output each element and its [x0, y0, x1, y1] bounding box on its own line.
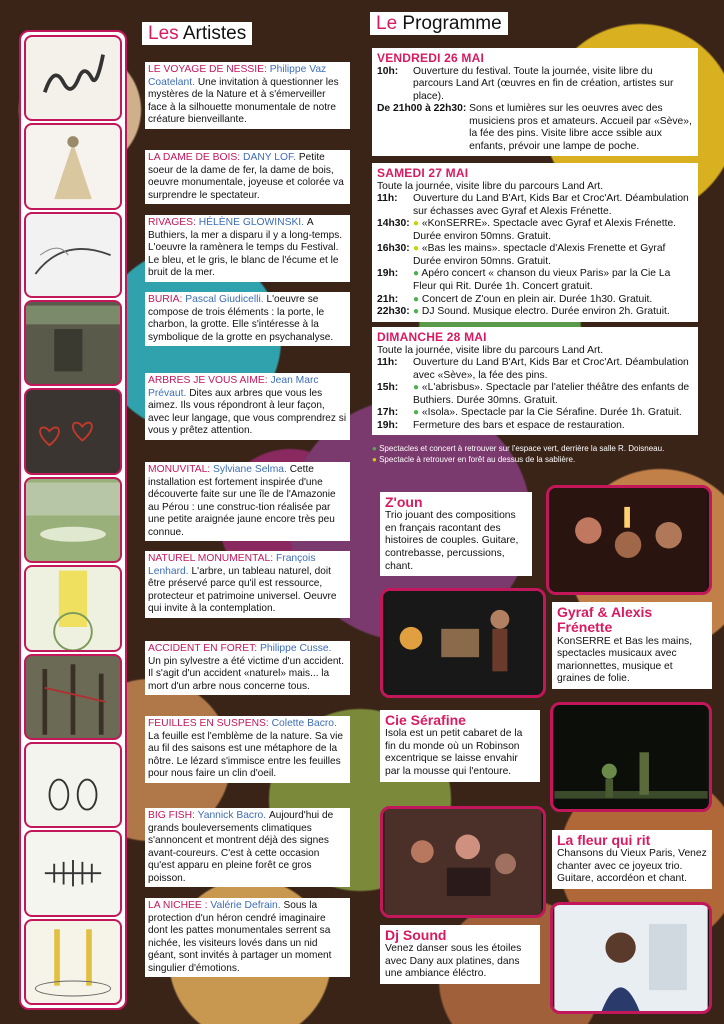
artwork-photo-dame-de-bois — [24, 123, 122, 209]
forest-dot-icon: ● — [413, 243, 420, 255]
program-row: 10h: Ouverture du festival. Toute la journée, visite libre du parcours Land Art (œuvres en fin de création, artistes sur place). — [377, 65, 674, 102]
band-zoun: Z'oun Trio jouant des compositions en français racontant des histoires de couples. Guitare, contrebasse, percussions, chant. — [380, 492, 532, 576]
photo-serafine — [550, 702, 712, 812]
program-row: 15h: ● «L'abrisbus». Spectacle par l'atelier théâtre des enfants de Buthiers. Durée 30mns. Gratuit. — [377, 382, 690, 406]
program-day-saturday — [372, 163, 698, 322]
artist-entry: LE VOYAGE DE NESSIE: Philippe Vaz Coatelant. Une invitation à questionner les mystères de la Nature et à s'émerveiller face à la silhouette monumentale de notre créature bienveillante. — [145, 62, 350, 129]
band-gyraf: Gyraf & Alexis Frénette KonSERRE et Bas les mains, spectacles musicaux avec marionnettes, musique et graines de folie. — [552, 602, 712, 689]
artwork-photo-strip — [19, 30, 127, 1010]
program-row: 19h: ● Apéro concert « chanson du vieux Paris» par la Cie La Fleur qui Rit. Durée 1h. Concert gratuit. — [377, 268, 671, 292]
forest-dot-icon: ● — [413, 218, 420, 230]
program-row: 22h30: ● DJ Sound. Musique electro. Durée environ 2h. Gratuit. — [377, 306, 670, 318]
artist-entry: MONUVITAL: Sylviane Selma. Cette installation est fortement inspirée d'une découverte faite sur une île de l'Amazonie au Pérou : une construc-tion réalisée par une petite araignée jaune encore très peu connue. — [145, 462, 350, 541]
program-day-friday — [372, 48, 698, 156]
artwork-photo-nichee — [24, 919, 122, 1005]
artists-heading: Les Artistes — [142, 22, 252, 45]
program-day-sunday — [372, 327, 698, 435]
artist-entry: ARBRES JE VOUS AIME: Jean Marc Prévaut. Dites aux arbres que vous les aimez. Ils vous répondront à leur façon, avec leur langage, que vous comprendrez si vous y prêtez attention. — [145, 373, 350, 440]
photo-fleur-qui-rit — [380, 806, 546, 918]
day-heading: DIMANCHE 28 MAI — [377, 330, 487, 344]
green-space-dot-icon: ● — [372, 444, 377, 453]
artist-entry: BIG FISH: Yannick Bacro. Aujourd'hui de grands bouleversements climatiques s'annoncent et montrent déjà des signes avant-coureurs. C'est à cette occasion qu'est apparu en pleine forêt ce gros poisson. — [145, 808, 350, 887]
program-row: 17h: ● «Isola». Spectacle par la Cie Sérafine. Durée 1h. Gratuit. — [377, 407, 682, 419]
artist-entry: LA DAME DE BOIS: DANY LOF. Petite soeur de la dame de fer, la dame de bois, oeuvre monumentale, joyeuse et colorée va surprendre le spectateur. — [145, 150, 350, 204]
program-row: 21h: ● Concert de Z'oun en plein air. Durée 1h30. Gratuit. — [377, 293, 653, 305]
artwork-photo-naturel — [24, 565, 122, 651]
artwork-photo-accident — [24, 654, 122, 740]
green-space-dot-icon: ● — [413, 268, 420, 280]
artwork-photo-nessie — [24, 35, 122, 121]
program-heading: Le Programme — [370, 12, 508, 35]
photo-gyraf — [380, 588, 546, 698]
artist-entry: BURIA: Pascal Giudicelli. L'oeuvre se compose de trois éléments : la porte, le charbon, la grotte. Elle s'intéresse à la symbolique de la grotte en psychanalyse. — [145, 292, 350, 346]
program-row: Toute la journée, visite libre du parcours Land Art. — [377, 180, 604, 192]
band-serafine: Cie Sérafine Isola est un petit cabaret de la fin du monde où un Robinson excentrique se laisse envahir par la mousse qui l'entoure. — [380, 710, 540, 782]
artwork-photo-arbres — [24, 388, 122, 474]
photo-dj-sound — [550, 902, 712, 1014]
artwork-photo-big-fish — [24, 830, 122, 916]
program-legend: ● Spectacles et concert à retrouver sur l'espace vert, derrière la salle R. Doisneau. ● Spectacle à retrouver en forêt au dessus de la sablière. — [372, 444, 665, 464]
green-space-dot-icon: ● — [413, 293, 420, 305]
band-fleur-qui-rit: La fleur qui rit Chansons du Vieux Paris, Venez chanter avec ce joyeux trio. Guitare, accordéon et chant. — [552, 830, 712, 889]
artwork-photo-feuilles — [24, 742, 122, 828]
artist-entry: RIVAGES: HÉLÈNE GLOWINSKI. A Buthiers, la mer a disparu il y a long-temps. L'oeuvre la ramènera le temps du Festival. Le bleu, et le gris, le blanc de l'écume et le bruit de la mer. — [145, 215, 350, 282]
artist-entry: LA NICHEE : Valérie Defrain. Sous la protection d'un héron cendré imaginaire dont les pattes monumentales serrent sa nichée, les visiteurs lovés dans un nid géant, sont invités à partager un moment singulier d'émotions. — [145, 898, 350, 977]
green-space-dot-icon: ● — [413, 407, 420, 419]
program-row: 16h30: ● «Bas les mains». spectacle d'Alexis Frenette et Gyraf Durée environ 50mns. Gratuit. — [377, 243, 666, 267]
program-row: Toute la journée, visite libre du parcours Land Art. — [377, 344, 604, 356]
program-row: 11h: Ouverture du Land B'Art, Kids Bar et Croc'Art. Déambulation sur échasses avec Gyraf et Alexis Frénette. — [377, 193, 689, 217]
program-row: 14h30: ● «KonSERRE». Spectacle avec Gyraf et Alexis Frénette. Durée environ 50mns. Gratuit. — [377, 218, 677, 242]
photo-zoun — [546, 485, 712, 595]
artwork-photo-monuvital — [24, 477, 122, 563]
day-heading: SAMEDI 27 MAI — [377, 166, 469, 180]
forest-dot-icon: ● — [372, 454, 377, 464]
artwork-photo-buria — [24, 300, 122, 386]
artist-entry: FEUILLES EN SUSPENS: Colette Bacro. La feuille est l'emblème de la nature. Sa vie au fil des saisons est une métaphore de la nôtre. Le lézard s'immisce entre les feuilles pour nous faire un clin d'oeil. — [145, 716, 350, 783]
day-heading: VENDREDI 26 MAI — [377, 51, 485, 65]
artwork-photo-rivages — [24, 212, 122, 298]
band-dj-sound: Dj Sound Venez danser sous les étoiles avec Dany aux platines, dans une ambiance éléctro. — [380, 925, 540, 984]
program-row: 19h: Fermeture des bars et espace de restauration. — [377, 419, 625, 431]
program-row: De 21h00 à 22h30: Sons et lumières sur les oeuvres avec des musiciens pros et amateurs. Accueil par «Sève», la fée des pins. Visite libre acce ssible aux enfants, prévoir une lampe de poche. — [377, 103, 692, 152]
artist-entry: ACCIDENT EN FORET: Philippe Cusse. Un pin sylvestre a été victime d'un accident. Il s'agit d'un accident «naturel» mais... la mort d'un arbre nous concerne tous. — [145, 641, 350, 695]
artist-entry: NATUREL MONUMENTAL: François Lenhard. L'arbre, un tableau naturel, doit être préservé parce qu'il est ressource, protecteur et patrimoine universel. Oeuvre qui invite à la contemplation. — [145, 551, 350, 618]
program-row: 11h: Ouverture du Land B'Art, Kids Bar et Croc'Art. Déambulation avec «Sève», la fée des pins. — [377, 357, 689, 381]
green-space-dot-icon: ● — [413, 306, 420, 318]
green-space-dot-icon: ● — [413, 382, 420, 394]
